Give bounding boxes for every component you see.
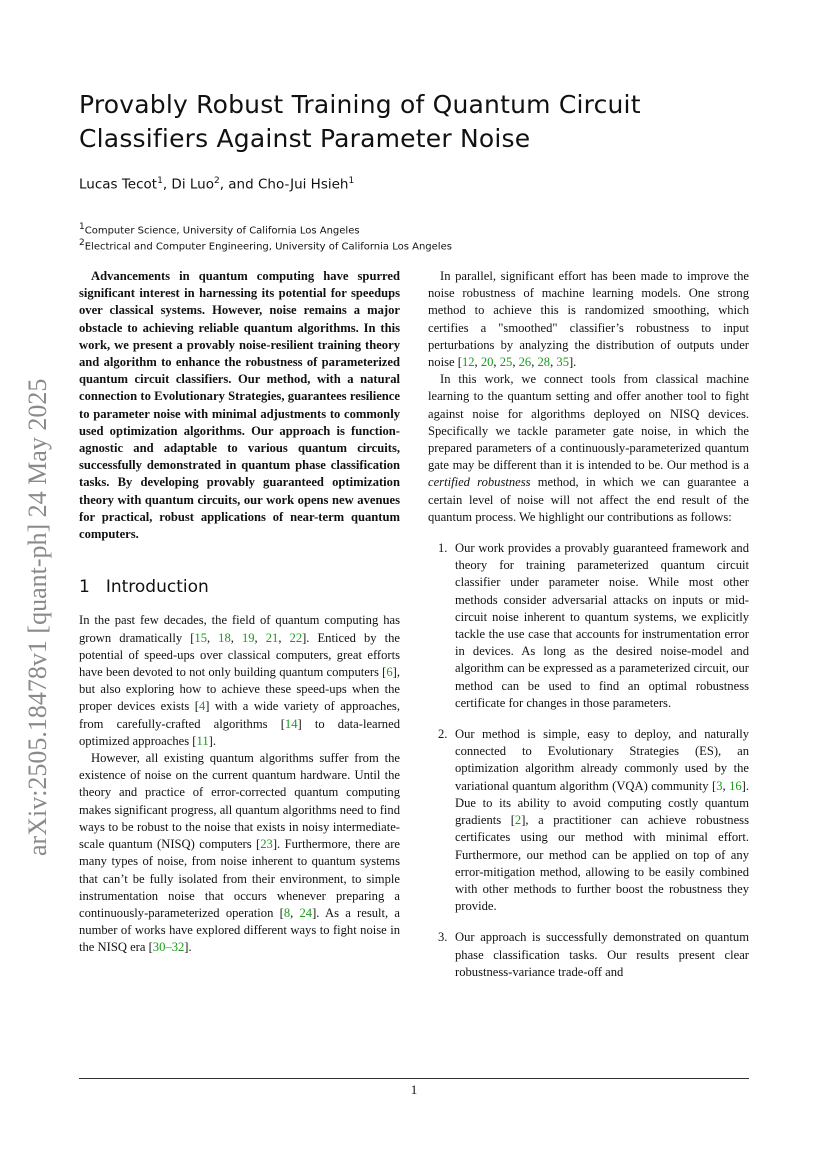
text-run: , (230, 630, 242, 645)
affiliation-2 (79, 238, 452, 252)
text-run: , (290, 905, 300, 920)
citation-link[interactable]: 24 (299, 905, 313, 920)
text-run: , (722, 778, 730, 793)
citation-link[interactable]: 12 (461, 355, 475, 370)
author-separator: , and (219, 176, 258, 193)
author-separator: , (162, 176, 172, 193)
citation-link[interactable]: 8 (283, 905, 291, 920)
text-run: In parallel, significant effort has been made to improve the noise robustness of machine learning models. One strong method to achieve this is randomized smoothing, which certifies a "smoothed" classifier’s robustness to input perturbations by analyzing the distribution of outputs under noise [ (428, 269, 749, 370)
text-run: , (493, 355, 500, 370)
citation-link[interactable]: 6 (386, 665, 393, 680)
author-name: Lucas Tecot (79, 176, 158, 193)
smoothing-paragraph (428, 268, 749, 371)
affiliation-1-marker: 1 (79, 222, 85, 232)
contribution-number: 1. (438, 541, 448, 556)
emphasis-text: certified robustness (428, 475, 531, 490)
section-title: Introduction (105, 577, 209, 598)
text-run: ]. (208, 733, 216, 748)
arxiv-stamp-svg (12, 320, 56, 860)
text-run: Our work provides a provably guaranteed framework and theory for training parameterized quantum circuit classifier under parameter noise. While most other methods consider adversarial attacks on inputs or mid-circuit noise inherent to quantum systems, we explicitly tackle the use case that accounts for instrumentation error in devices. As long as the desired noise-model and algorithm can be expressed as a parameterized circuit, our method can be used to find an optimal robustness certificate for changes in those parameters. (455, 541, 749, 710)
contribution-intro-paragraph (428, 371, 749, 526)
contributions-list (428, 540, 749, 981)
author-list (79, 176, 354, 193)
citation-link[interactable]: 11 (196, 733, 209, 748)
text-run: , (206, 630, 219, 645)
affiliation-2-marker: 2 (79, 238, 85, 248)
text-run: ], a practitioner can achieve robustness certificates using our method with minimal effort. Furthermore, our method can be applied on top of any error-mitigation method, allowing to be easily combined with other methods to further boost the robustness they provide. (455, 813, 749, 914)
author-affiliation-marker: 1 (157, 176, 163, 186)
text-run: Our approach is successfully demonstrated on quantum phase classification tasks. Our results present clear robustness-variance trade-off and (455, 930, 749, 979)
citation-link[interactable]: 22 (289, 630, 303, 645)
citation-link[interactable]: 30–32 (152, 940, 185, 955)
contribution-item (428, 726, 749, 915)
paper-title: Provably Robust Training of Quantum Circuit Classifiers Against Parameter Noise (79, 90, 641, 153)
text-run: ]. (568, 355, 577, 370)
text-run: , (512, 355, 519, 370)
citation-link[interactable]: 26 (518, 355, 532, 370)
author-affiliation-marker: 1 (348, 176, 355, 186)
contribution-item (428, 929, 749, 981)
citation-link[interactable]: 14 (284, 716, 298, 731)
affiliation-1 (79, 222, 360, 236)
citation-link[interactable]: 15 (194, 630, 207, 645)
citation-link[interactable]: 4 (198, 699, 206, 714)
intro-paragraph-2 (79, 750, 400, 956)
citation-link[interactable]: 19 (241, 630, 255, 645)
text-run: ]. As a result, a number of works have explored different ways to fight noise in the NISQ era [ (79, 905, 401, 955)
section-number: 1 (79, 577, 90, 598)
text-run: ]. Due to its ability to avoid computing costly quantum gradients [ (455, 778, 749, 828)
affiliation-1-text: Computer Science, University of California Los Angeles (84, 225, 360, 237)
citation-link[interactable]: 3 (716, 778, 723, 793)
text-run: , (550, 355, 557, 370)
author-affiliation-marker: 2 (213, 176, 220, 186)
text-run: Our method is simple, easy to deploy, and naturally connected to Evolutionary Strategies (ES), an optimization algorithm already commonly used by the variational quantum algorithm (VQA) community [ (455, 727, 749, 793)
footer-rule (79, 1078, 749, 1079)
citation-link[interactable]: 23 (260, 837, 273, 852)
contribution-number: 2. (438, 727, 448, 742)
text-run: In this work, we connect tools from classical machine learning to the quantum setting and offer another tool to fight against noise for algorithms deployed on NISQ devices. Specifically we tackle parameter gate noise, in which the prepared parameters of a continuously-parameterized quantum gate may be different than it is intended to be. Our method is a (428, 372, 749, 473)
text-run: , (474, 355, 481, 370)
citation-link[interactable]: 25 (499, 355, 513, 370)
contribution-number: 3. (438, 930, 448, 945)
text-run: , (531, 355, 538, 370)
text-run: In the past few decades, the field of quantum computing has grown dramatically [ (79, 613, 400, 645)
text-run: ] to data-learned optimized approaches [ (79, 716, 400, 748)
author-name: Di Luo (171, 176, 214, 193)
affiliation-2-text: Electrical and Computer Engineering, University of California Los Angeles (84, 241, 452, 253)
citation-link[interactable]: 21 (265, 630, 279, 645)
arxiv-stamp-text: arXiv:2505.18478v1 [quant-ph] 24 May 2025 (23, 378, 52, 856)
citation-link[interactable]: 20 (480, 355, 494, 370)
text-run: , (278, 630, 290, 645)
citation-link[interactable]: 28 (537, 355, 551, 370)
intro-paragraph-1 (79, 612, 400, 750)
text-run: method, in which we can guarantee a certain level of noise will not affect the end result of the quantum process. We highlight our contributions as follows: (428, 475, 749, 524)
text-run: , (254, 630, 266, 645)
citation-link[interactable]: 35 (556, 355, 569, 370)
citation-link[interactable]: 2 (514, 813, 522, 828)
arxiv-identifier-stamp (12, 320, 56, 860)
text-run: ], but also exploring how to achieve these speed-ups when the proper devices exists [ (79, 665, 400, 714)
page-number: 1 (410, 1082, 418, 1097)
text-run: ]. Furthermore, there are many types of noise, from noise inherent to quantum systems that can’t be fully isolated from their environment, to simple instrumentation noise that occurs whenever preparing a continuously-parameterized operation [ (79, 837, 401, 920)
contribution-item (428, 540, 749, 712)
author-name: Cho-Jui Hsieh (257, 176, 349, 193)
text-run: ]. Enticed by the potential of speed-ups over classical computers, great efforts have been devoted to not only building quantum computers [ (79, 630, 401, 680)
text-run: ]. (184, 940, 192, 955)
section-heading-introduction (79, 579, 400, 596)
abstract: Advancements in quantum computing have spurred significant interest in harnessing its potential for speedups over classical systems. However, noise remains a major obstacle to achieving reliable quantum algorithms. In this work, we present a provably noise-resilient training theory and algorithm to enhance the robustness of parameterized quantum circuit classifiers. Our method, with a natural connection to Evolutionary Strategies, guarantees resilience to parameter noise with minimal adjustments to commonly used optimization algorithms. Our approach is function-agnostic and adaptable to various quantum circuits, successfully demonstrated in quantum phase classification tasks. By developing provably guaranteed optimization theory with quantum circuits, our work opens new avenues for practical, robust applications of near-term quantum computers. (79, 269, 400, 542)
left-column (79, 268, 400, 957)
text-run: ] with a wide variety of approaches, from carefully-crafted algorithms [ (79, 699, 400, 731)
right-column (428, 268, 749, 995)
text-run: However, all existing quantum algorithms suffer from the existence of noise on the current quantum hardware. Until the theory and practice of error-corrected quantum computing makes significant progress, all quantum algorithms need to find ways to be robust to the noise that exists in noisy intermediate-scale quantum (NISQ) computers [ (79, 751, 400, 852)
citation-link[interactable]: 18 (218, 630, 231, 645)
citation-link[interactable]: 16 (729, 778, 742, 793)
